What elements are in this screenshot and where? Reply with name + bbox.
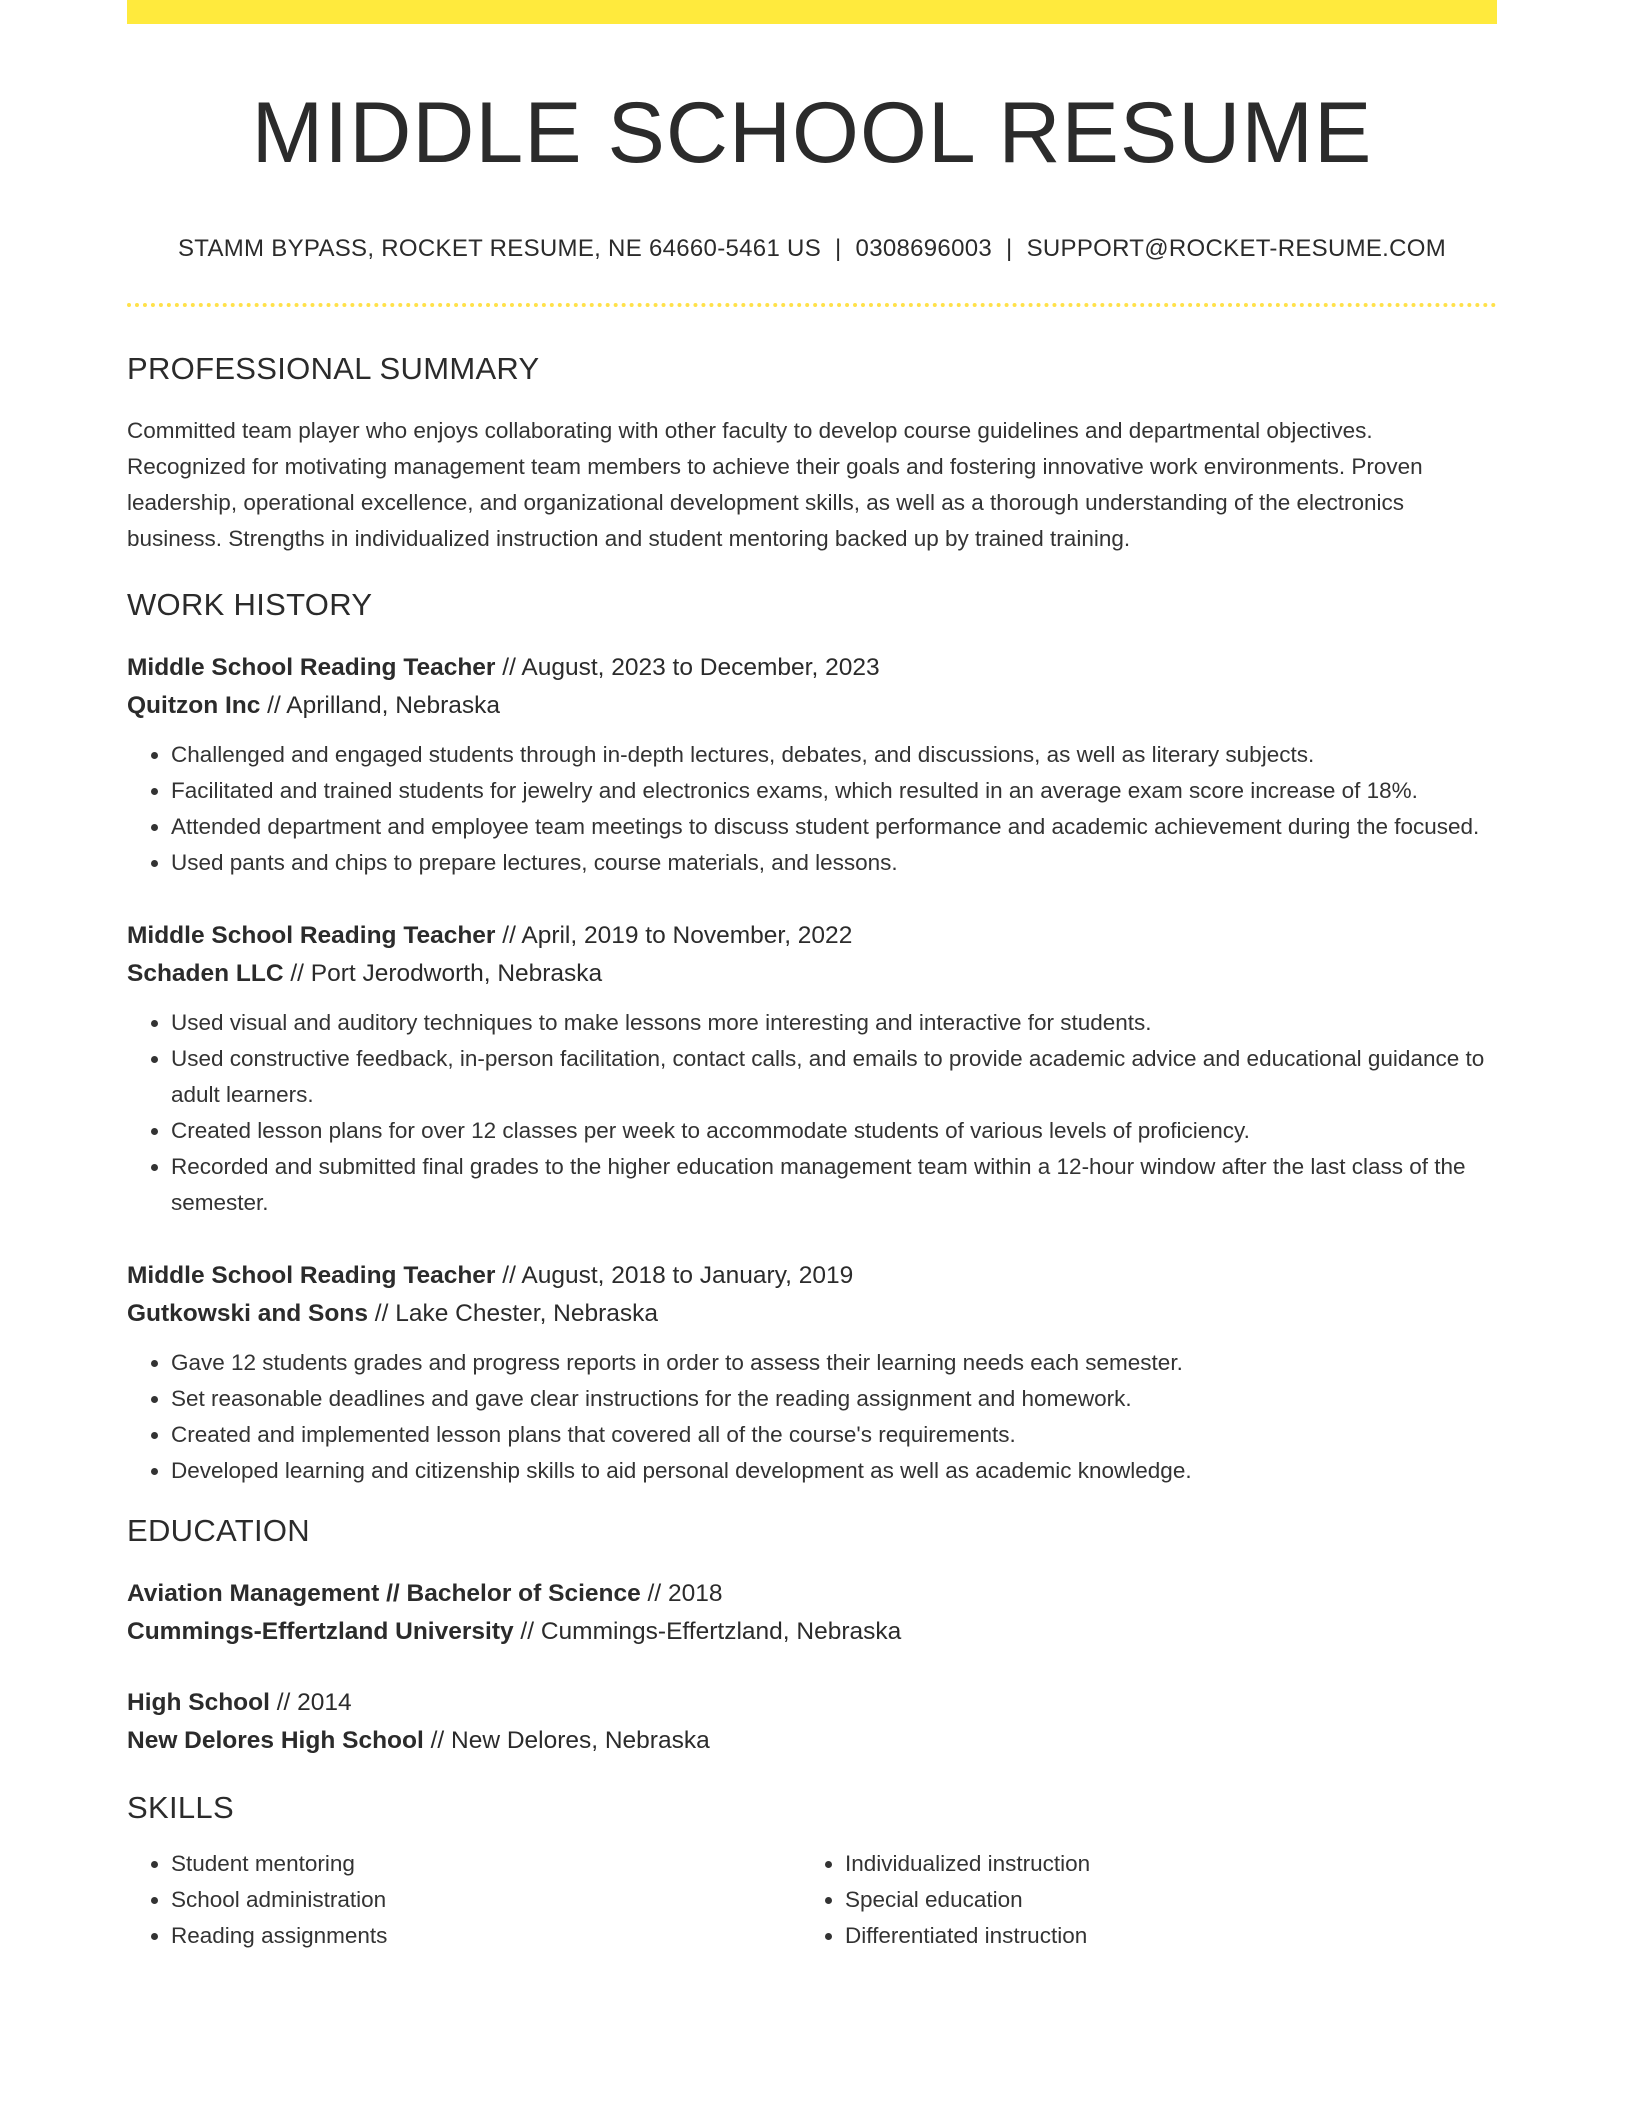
education-school-line — [127, 1722, 1497, 1760]
job-company-line — [127, 955, 1497, 993]
contact-address: STAMM BYPASS, ROCKET RESUME, NE 64660-5461 US — [177, 234, 821, 262]
job-bullet: • Attended department and employee team meetings to discuss student performance and academic achievement during the focused. — [171, 809, 1497, 845]
job-role: Middle School Reading Teacher — [127, 653, 496, 681]
skills-column-left — [127, 1846, 801, 1954]
job-bullet: • Recorded and submitted final grades to the higher education management team within a 12-hour window after the last class of the semester. — [171, 1149, 1497, 1221]
job-company: Schaden LLC — [127, 959, 284, 987]
education-entry — [127, 1684, 1497, 1760]
contact-email: SUPPORT@ROCKET-RESUME.COM — [1026, 234, 1447, 262]
skill-item: • School administration — [171, 1882, 801, 1918]
job-bullet: • Facilitated and trained students for jewelry and electronics exams, which resulted in an average exam score increase of 18%. — [171, 773, 1497, 809]
education-degree: Aviation Management // Bachelor of Science — [127, 1579, 641, 1607]
education-school: New Delores High School — [127, 1726, 424, 1754]
skill-item: • Differentiated instruction — [845, 1918, 1475, 1954]
contact-separator: | — [1006, 234, 1013, 262]
education-entry — [127, 1575, 1497, 1651]
job-bullet: • Challenged and engaged students through in-depth lectures, debates, and discussions, as well as literary subjects. — [171, 737, 1497, 773]
education-location: // Cummings-Effertzland, Nebraska — [513, 1617, 902, 1645]
job-dates: // April, 2019 to November, 2022 — [495, 921, 853, 949]
education-school: Cummings-Effertzland University — [127, 1617, 514, 1645]
job-company-line — [127, 687, 1497, 725]
education-degree-line — [127, 1575, 1497, 1613]
job-location: // Aprilland, Nebraska — [260, 691, 501, 719]
skill-item: • Student mentoring — [171, 1846, 801, 1882]
job-entry — [127, 649, 1497, 881]
job-dates: // August, 2023 to December, 2023 — [495, 653, 880, 681]
skill-item: • Special education — [845, 1882, 1475, 1918]
job-bullet: • Created and implemented lesson plans that covered all of the course's requirements. — [171, 1417, 1497, 1453]
skills-grid — [127, 1846, 1497, 1954]
job-bullet: • Used constructive feedback, in-person facilitation, contact calls, and emails to provide academic advice and educational guidance to adult learners. — [171, 1041, 1497, 1113]
section-title-skills: SKILLS — [127, 1789, 234, 1825]
contact-separator: | — [835, 234, 842, 262]
job-bullet: • Used visual and auditory techniques to make lessons more interesting and interactive for students. — [171, 1005, 1497, 1041]
section-title-work-history: WORK HISTORY — [127, 586, 373, 622]
job-company: Quitzon Inc — [127, 691, 261, 719]
education-year: // 2014 — [269, 1688, 352, 1716]
job-role: Middle School Reading Teacher — [127, 921, 496, 949]
section-title-summary: PROFESSIONAL SUMMARY — [127, 350, 540, 386]
skill-item: • Reading assignments — [171, 1918, 801, 1954]
section-title-education: EDUCATION — [127, 1512, 310, 1548]
resume-page — [127, 0, 1497, 1954]
job-role-line — [127, 649, 1497, 687]
job-role: Middle School Reading Teacher — [127, 1261, 496, 1289]
education-degree: High School — [127, 1688, 270, 1716]
job-bullet: • Set reasonable deadlines and gave clear instructions for the reading assignment and homework. — [171, 1381, 1497, 1417]
dotted-divider — [127, 303, 1497, 307]
contact-line — [127, 235, 1497, 263]
summary-paragraph: Committed team player who enjoys collaborating with other faculty to develop course guidelines and departmental objectives. Recognized for motivating management team members to achieve their goals and fostering innovative work environments. Proven leadership, operational excellence, and organizational development skills, as well as a thorough understanding of the electronics business. Strengths in individualized instruction and student mentoring backed up by trained training. — [127, 417, 1423, 551]
job-company: Gutkowski and Sons — [127, 1299, 368, 1327]
education-school-line — [127, 1613, 1497, 1651]
job-dates: // August, 2018 to January, 2019 — [495, 1261, 854, 1289]
job-role-line — [127, 1257, 1497, 1295]
education-degree-line — [127, 1684, 1497, 1722]
education-year: // 2018 — [640, 1579, 723, 1607]
job-bullet: • Used pants and chips to prepare lectures, course materials, and lessons. — [171, 845, 1497, 881]
resume-title: MIDDLE SCHOOL RESUME — [251, 85, 1373, 181]
job-entry — [127, 917, 1497, 1221]
skill-item: • Individualized instruction — [845, 1846, 1475, 1882]
job-bullets — [127, 1005, 1497, 1221]
job-role-line — [127, 917, 1497, 955]
education-location: // New Delores, Nebraska — [423, 1726, 710, 1754]
job-bullet: • Created lesson plans for over 12 classes per week to accommodate students of various levels of proficiency. — [171, 1113, 1497, 1149]
contact-phone: 0308696003 — [855, 234, 993, 262]
skills-column-right — [801, 1846, 1475, 1954]
job-bullet: • Developed learning and citizenship skills to aid personal development as well as academic knowledge. — [171, 1453, 1497, 1489]
job-bullet: • Gave 12 students grades and progress reports in order to assess their learning needs each semester. — [171, 1345, 1497, 1381]
job-location: // Port Jerodworth, Nebraska — [283, 959, 603, 987]
job-company-line — [127, 1295, 1497, 1333]
job-location: // Lake Chester, Nebraska — [367, 1299, 659, 1327]
job-entry — [127, 1257, 1497, 1489]
job-bullets — [127, 737, 1497, 881]
top-accent-bar — [127, 0, 1497, 24]
job-bullets — [127, 1345, 1497, 1489]
